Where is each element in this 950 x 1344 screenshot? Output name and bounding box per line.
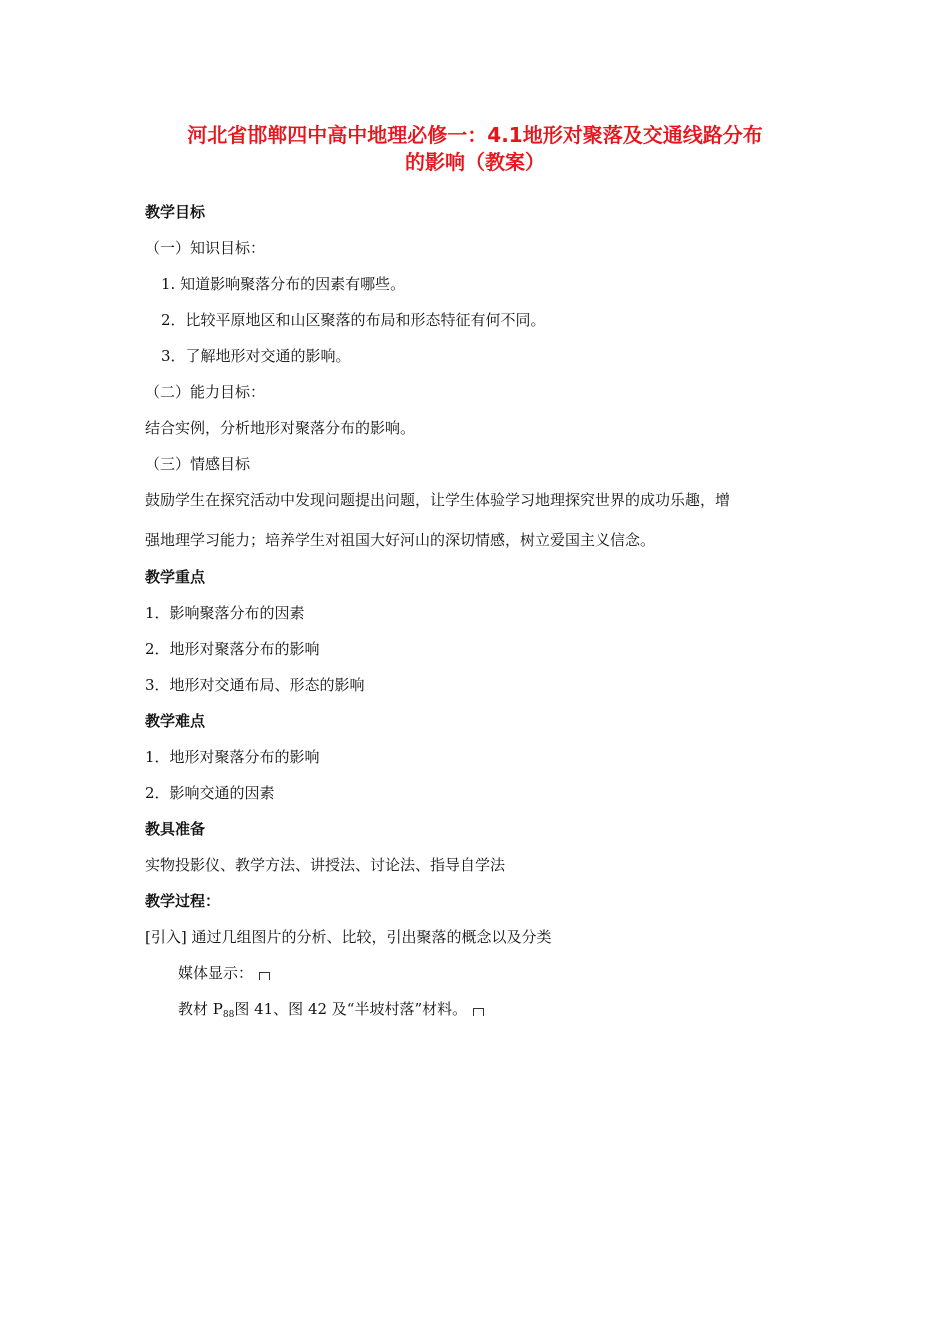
key-point-3: 3．地形对交通布局、形态的影响 [145, 676, 365, 694]
document-title [130, 122, 820, 176]
title-line-2: 的影响（教案） [405, 150, 545, 174]
key-points-heading: 教学重点 [145, 568, 206, 586]
tools-heading: 教具准备 [145, 820, 206, 838]
knowledge-item-2: 2．比较平原地区和山区聚落的布局和形态特征有何不同。 [161, 311, 546, 329]
ability-label: （二）能力目标： [145, 383, 266, 401]
material-line [178, 999, 484, 1025]
material-prefix: 教材 P [178, 1000, 223, 1018]
knowledge-item-1: 1. 知道影响聚落分布的因素有哪些。 [161, 275, 406, 293]
tools-text: 实物投影仪、教学方法、讲授法、讨论法、指导自学法 [145, 856, 506, 874]
knowledge-label: （一）知识目标： [145, 239, 266, 257]
knowledge-item-3: 3．了解地形对交通的影响。 [161, 347, 351, 365]
material-page-number: 88 [222, 1010, 235, 1020]
material-suffix: 图 41、图 42 及“半坡村落”材料。 [234, 1000, 468, 1018]
difficulty-1: 1．地形对聚落分布的影响 [145, 748, 320, 766]
emotion-text-line-2: 强地理学习能力；培养学生对祖国大好河山的深切情感，树立爱国主义信念。 [145, 531, 656, 549]
process-intro: [引入] 通过几组图片的分析、比较，引出聚落的概念以及分类 [145, 928, 552, 946]
title-line-1: 河北省邯郸四中高中地理必修一：4.1地形对聚落及交通线路分布 [187, 123, 763, 147]
key-point-1: 1．影响聚落分布的因素 [145, 604, 305, 622]
media-label: 媒体显示： [178, 964, 254, 982]
key-point-2: 2．地形对聚落分布的影响 [145, 640, 320, 658]
media-line [178, 963, 270, 983]
paragraph-marker-icon [259, 972, 270, 980]
ability-text: 结合实例，分析地形对聚落分布的影响。 [145, 419, 416, 437]
paragraph-marker-icon [473, 1008, 484, 1016]
difficulties-heading: 教学难点 [145, 712, 206, 730]
difficulty-2: 2．影响交通的因素 [145, 784, 275, 802]
objectives-heading: 教学目标 [145, 203, 206, 221]
emotion-label: （三）情感目标 [145, 455, 251, 473]
process-heading: 教学过程： [145, 892, 221, 910]
emotion-text-line-1: 鼓励学生在探究活动中发现问题提出问题，让学生体验学习地理探究世界的成功乐趣，增 [145, 491, 731, 509]
